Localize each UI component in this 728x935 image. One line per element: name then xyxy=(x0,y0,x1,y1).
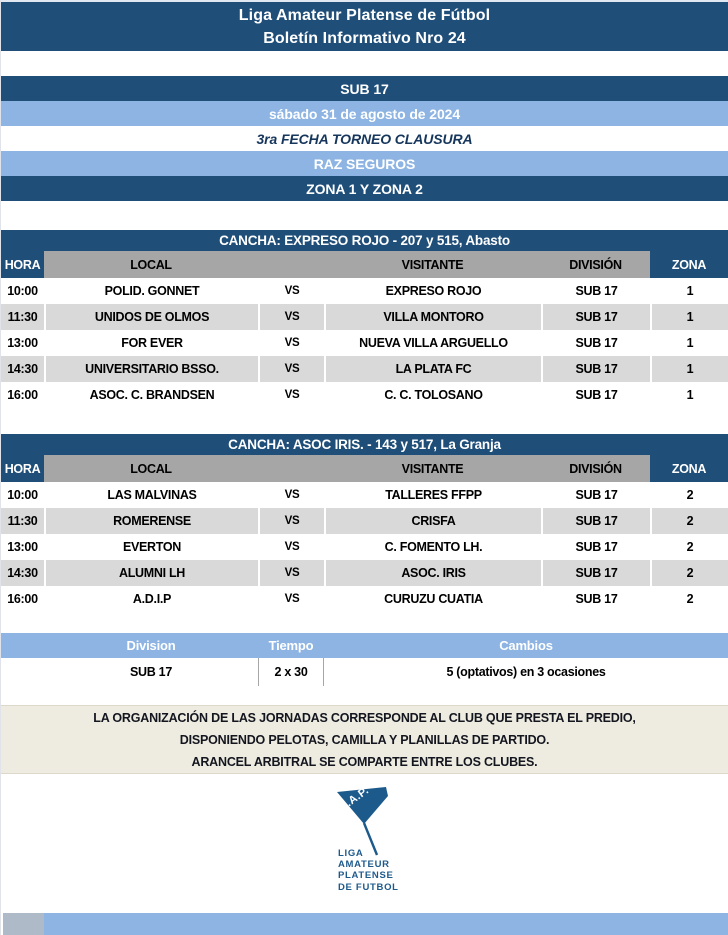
match-row xyxy=(1,382,728,408)
match-time: 16:00 xyxy=(7,388,38,402)
column-header-division: DIVISIÓN xyxy=(541,251,650,278)
match-zone: 2 xyxy=(650,534,728,560)
home-team: POLID. GONNET xyxy=(44,278,258,304)
away-team: LA PLATA FC xyxy=(324,356,541,382)
home-team: ASOC. C. BRANDSEN xyxy=(44,382,258,408)
spacer xyxy=(1,686,728,705)
match-row xyxy=(1,304,728,330)
fixture-header-row xyxy=(1,455,728,482)
column-header-visitante: VISITANTE xyxy=(324,455,541,482)
home-team: LAS MALVINAS xyxy=(44,482,258,508)
rules-data-row xyxy=(1,658,728,686)
match-division: SUB 17 xyxy=(541,508,650,534)
logo-word: AMATEUR xyxy=(338,859,390,871)
match-time: 13:00 xyxy=(7,540,38,554)
away-team: CRISFA xyxy=(324,508,541,534)
notice-line: LA ORGANIZACIÓN DE LAS JORNADAS CORRESPONDE AL CLUB QUE PRESTA EL PREDIO, xyxy=(93,710,636,725)
home-team: UNIVERSITARIO BSSO. xyxy=(44,356,258,382)
bulletin-subtitle: Boletín Informativo Nro 24 xyxy=(263,29,466,47)
logo-word: LIGA xyxy=(338,848,364,859)
vs-label: VS xyxy=(258,534,324,560)
match-time: 10:00 xyxy=(7,488,38,502)
vs-label: VS xyxy=(258,356,324,382)
away-team: CURUZU CUATIA xyxy=(324,586,541,612)
match-row xyxy=(1,560,728,586)
rules-division-value: SUB 17 xyxy=(130,665,172,679)
home-team: ROMERENSE xyxy=(44,508,258,534)
column-header-hora: HORA xyxy=(1,455,44,482)
rules-header-cambios: Cambios xyxy=(499,638,553,653)
footer-gray-square xyxy=(3,913,44,935)
match-division: SUB 17 xyxy=(541,560,650,586)
category-bar: SUB 17 xyxy=(1,76,728,101)
venue-title: CANCHA: EXPRESO ROJO - 207 y 515, Abasto xyxy=(1,230,728,251)
vs-label: VS xyxy=(258,330,324,356)
column-header-zona: ZONA xyxy=(650,455,728,482)
match-zone: 2 xyxy=(650,482,728,508)
match-row xyxy=(1,586,728,612)
match-row xyxy=(1,330,728,356)
sponsor-bar: RAZ SEGUROS xyxy=(1,151,728,176)
spacer xyxy=(1,612,728,633)
away-team: ASOC. IRIS xyxy=(324,560,541,586)
round-bar: 3ra FECHA TORNEO CLAUSURA xyxy=(1,126,728,151)
match-zone: 1 xyxy=(650,356,728,382)
spacer xyxy=(1,408,728,434)
match-time: 11:30 xyxy=(1,508,44,534)
footer-bar xyxy=(1,913,728,935)
vs-label: VS xyxy=(258,586,324,612)
home-team: UNIDOS DE OLMOS xyxy=(44,304,258,330)
home-team: A.D.I.P xyxy=(44,586,258,612)
away-team: TALLERES FFPP xyxy=(324,482,541,508)
match-time: 11:30 xyxy=(1,304,44,330)
fixture-header-row xyxy=(1,251,728,278)
away-team: VILLA MONTORO xyxy=(324,304,541,330)
fixture-table-asoc-iris xyxy=(1,434,728,612)
column-header-visitante: VISITANTE xyxy=(324,251,541,278)
column-header-division: DIVISIÓN xyxy=(541,455,650,482)
rules-table xyxy=(1,633,728,686)
home-team: ALUMNI LH xyxy=(44,560,258,586)
zones-bar: ZONA 1 Y ZONA 2 xyxy=(1,176,728,201)
spacer xyxy=(1,201,728,230)
match-division: SUB 17 xyxy=(541,482,650,508)
rules-header-row xyxy=(1,633,728,658)
vs-label: VS xyxy=(258,304,324,330)
notice-line: ARANCEL ARBITRAL SE COMPARTE ENTRE LOS CLUBES. xyxy=(191,754,538,769)
rules-tiempo-value: 2 x 30 xyxy=(258,658,324,686)
away-team: NUEVA VILLA ARGUELLO xyxy=(324,330,541,356)
notice-line: DISPONIENDO PELOTAS, CAMILLA Y PLANILLAS DE PARTIDO. xyxy=(179,732,550,747)
match-zone: 2 xyxy=(650,586,728,612)
vs-label: VS xyxy=(258,560,324,586)
match-time: 14:30 xyxy=(1,356,44,382)
vs-label: VS xyxy=(258,278,324,304)
rules-header-tiempo: Tiempo xyxy=(268,638,314,653)
column-header-vs xyxy=(258,455,324,482)
league-title: Liga Amateur Platense de Fútbol xyxy=(238,6,491,24)
match-zone: 1 xyxy=(650,278,728,304)
rules-lead-cell xyxy=(1,658,44,686)
match-division: SUB 17 xyxy=(541,356,650,382)
flag-initials: L.A.P. xyxy=(337,784,372,814)
match-division: SUB 17 xyxy=(541,534,650,560)
vs-label: VS xyxy=(258,508,324,534)
league-logo xyxy=(1,774,728,915)
logo-word: PLATENSE xyxy=(338,870,394,882)
date-bar: sábado 31 de agosto de 2024 xyxy=(1,101,728,126)
fixture-body xyxy=(1,278,728,408)
match-division: SUB 17 xyxy=(541,330,650,356)
match-time: 13:00 xyxy=(7,336,38,350)
match-division: SUB 17 xyxy=(541,278,650,304)
match-time: 16:00 xyxy=(7,592,38,606)
footer-blue-fill xyxy=(44,913,728,935)
match-zone: 2 xyxy=(650,560,728,586)
logo-wordmark xyxy=(338,848,399,893)
match-zone: 1 xyxy=(650,304,728,330)
fixture-table-expreso-rojo xyxy=(1,230,728,408)
match-row xyxy=(1,278,728,304)
match-zone: 1 xyxy=(650,382,728,408)
away-team: C. FOMENTO LH. xyxy=(324,534,541,560)
column-header-local: LOCAL xyxy=(44,251,258,278)
match-row xyxy=(1,508,728,534)
away-team: C. C. TOLOSANO xyxy=(324,382,541,408)
match-row xyxy=(1,356,728,382)
away-team: EXPRESO ROJO xyxy=(324,278,541,304)
spacer xyxy=(1,51,728,76)
match-time: 14:30 xyxy=(1,560,44,586)
match-division: SUB 17 xyxy=(541,304,650,330)
column-header-vs xyxy=(258,251,324,278)
column-header-local: LOCAL xyxy=(44,455,258,482)
vs-label: VS xyxy=(258,482,324,508)
match-zone: 2 xyxy=(650,508,728,534)
rules-cambios-value: 5 (optativos) en 3 ocasiones xyxy=(446,665,606,679)
match-time: 10:00 xyxy=(7,284,38,298)
column-header-zona: ZONA xyxy=(650,251,728,278)
match-division: SUB 17 xyxy=(541,382,650,408)
fixture-body xyxy=(1,482,728,612)
rules-header-division: Division xyxy=(126,638,176,653)
logo-word: DE FUTBOL xyxy=(338,881,399,893)
venue-title: CANCHA: ASOC IRIS. - 143 y 517, La Granja xyxy=(1,434,728,455)
rules-header-lead xyxy=(1,633,44,658)
home-team: FOR EVER xyxy=(44,330,258,356)
masthead xyxy=(1,2,728,51)
match-row xyxy=(1,482,728,508)
match-row xyxy=(1,534,728,560)
vs-label: VS xyxy=(258,382,324,408)
match-division: SUB 17 xyxy=(541,586,650,612)
home-team: EVERTON xyxy=(44,534,258,560)
column-header-hora: HORA xyxy=(1,251,44,278)
organization-notice xyxy=(1,705,728,774)
match-zone: 1 xyxy=(650,330,728,356)
